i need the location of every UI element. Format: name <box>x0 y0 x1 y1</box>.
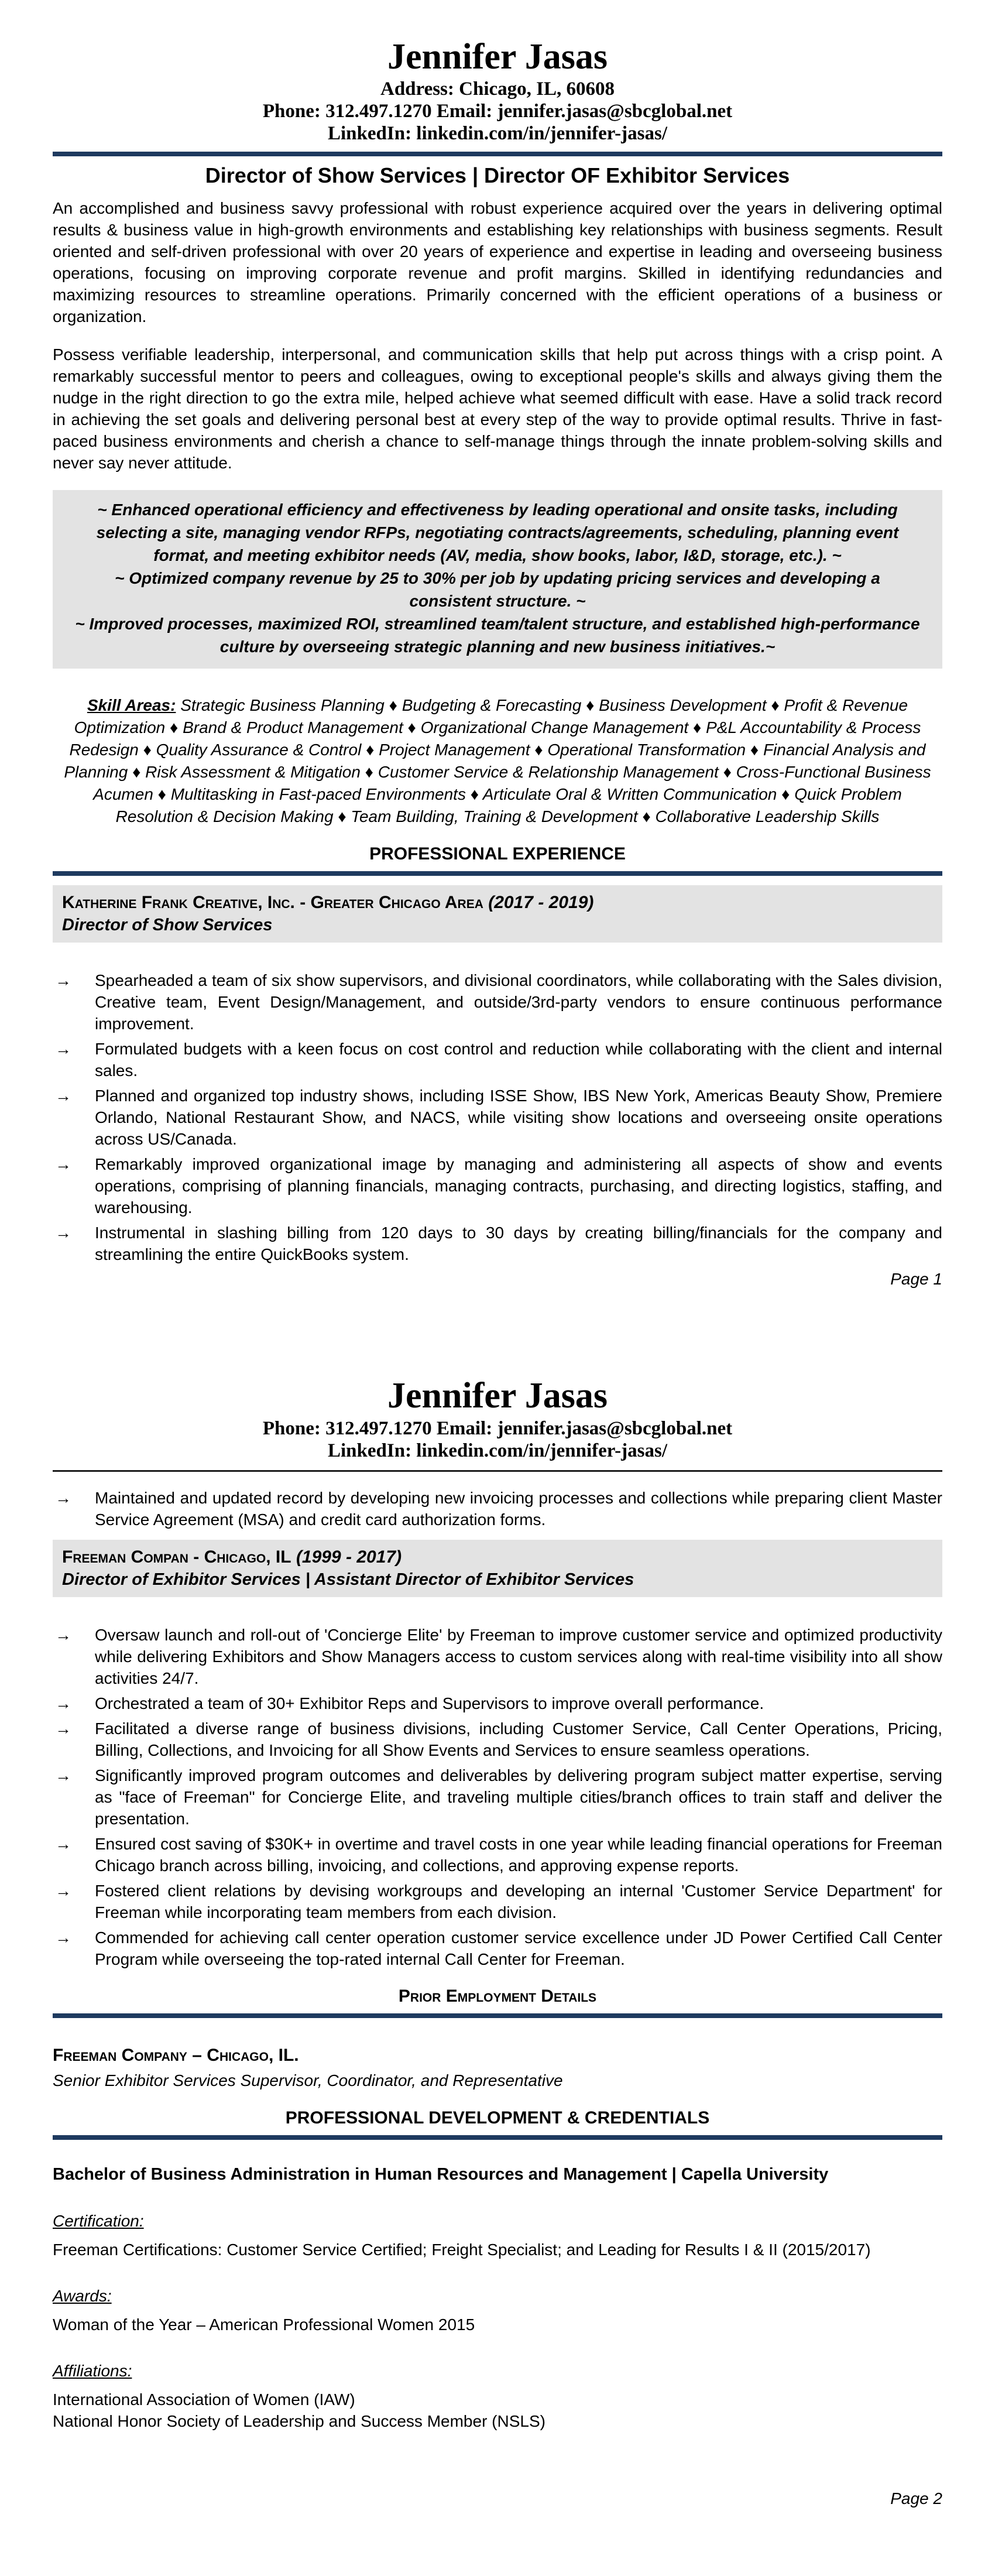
list-item <box>53 1085 942 1150</box>
skill-areas-label: Skill Areas: <box>87 696 176 715</box>
contact-phone-email: Phone: 312.497.1270 Email: jennifer.jasas@sbcglobal.net <box>262 1417 733 1439</box>
list-item <box>53 1880 942 1923</box>
company-dates: (1999 - 2017) <box>296 1547 402 1567</box>
job-header-katherine-frank <box>53 885 942 943</box>
degree: Bachelor of Business Administration in Human Resources and Management | Capella University <box>53 2164 829 2184</box>
skill-areas <box>53 694 942 828</box>
summary-paragraph: An accomplished and business savvy professional with robust experience acquired over the years in delivering optimal results & business value in high-growth environments and establishing key relationships with business segments. Result oriented and self-driven professional with over 20 years of experience and expertise in leading and overseeing business operations, focusing on improving corporate revenue and profit margins. Skilled in identifying redundancies and maximizing resources to streamline operations. Primarily concerned with the efficient operations of a business or organization. <box>53 199 942 326</box>
contact-phone-email: Phone: 312.497.1270 Email: jennifer.jasas@sbcglobal.net <box>262 101 733 122</box>
page-number: Page 2 <box>890 2489 942 2508</box>
list-item <box>53 1765 942 1830</box>
prior-role: Senior Exhibitor Services Supervisor, Coordinator, and Representative <box>53 2071 563 2089</box>
section-heading-development: PROFESSIONAL DEVELOPMENT & CREDENTIALS <box>285 2108 710 2128</box>
company-line <box>62 892 933 913</box>
arrow-bullet-icon: → <box>55 1834 71 1853</box>
bullet-text: Significantly improved program outcomes and deliverables by delivering program subject matter expertise, serving as "face of Freeman" for Concierge Elite, and traveling multiple cities/branch offices to train staff and deliver the presentation. <box>95 1766 942 1828</box>
list-item <box>53 1718 942 1761</box>
page-number: Page 1 <box>890 1270 942 1289</box>
header-divider-thin <box>53 1470 942 1472</box>
bullet-text: Instrumental in slashing billing from 120 days to 30 days by creating billing/financials for the company and streamlining the entire QuickBooks system. <box>95 1224 942 1264</box>
arrow-bullet-icon: → <box>55 1694 71 1712</box>
arrow-bullet-icon: → <box>55 1040 71 1059</box>
company-dates: (2017 - 2019) <box>488 893 594 913</box>
contact-address: Address: Chicago, IL, 60608 <box>380 78 615 100</box>
section-heading-prior-employment: Prior Employment Details <box>398 1986 597 2006</box>
section-divider <box>53 871 942 876</box>
resume-headline: Director of Show Services | Director OF Exhibitor Services <box>205 163 790 188</box>
highlight-statement: ~ Improved processes, maximized ROI, streamlined team/talent structure, and established high-performance culture by overseeing strategic planning and new business initiatives.~ <box>75 615 920 656</box>
list-item <box>53 1693 942 1714</box>
arrow-bullet-icon: → <box>55 1155 71 1174</box>
list-item <box>53 970 942 1034</box>
page-title: Jennifer Jasas <box>387 1376 608 1416</box>
page-1 <box>53 0 942 1289</box>
awards-text: Woman of the Year – American Professional Women 2015 <box>53 2315 475 2334</box>
bullet-text: Formulated budgets with a keen focus on cost control and reduction while collaborating with the client and internal sales. <box>95 1040 942 1080</box>
list-item <box>53 1927 942 1970</box>
bullet-text: Spearheaded a team of six show supervisors, and divisional coordinators, while collaborating with the Sales division, Creative team, Event Design/Management, and outside/3rd-party vendors to ensure continuous performance improvement. <box>95 971 942 1033</box>
summary-paragraph: Possess verifiable leadership, interpersonal, and communication skills that help put across things with a crisp point. A remarkably successful mentor to peers and colleagues, owing to exceptional people's skills and always giving them the nudge in the right direction to go the extra mile, helped achieve what seemed difficult with ease. Have a solid track record in achieving the set goals and delivering personal best at every step of the way to provide optimal results. Thrive in fast-paced business environments and cherish a chance to self-manage things through the innate problem-solving skills and never say never attitude. <box>53 345 942 472</box>
bullet-text: Orchestrated a team of 30+ Exhibitor Reps and Supervisors to improve overall performance. <box>95 1694 764 1712</box>
highlight-statement: ~ Enhanced operational efficiency and effectiveness by leading operational and onsite tasks, including selecting a site, managing vendor RFPs, negotiating contracts/agreements, scheduling, planning event format, and meeting exhibitor needs (AV, media, show books, labor, I&D, storage, etc.). ~ <box>96 501 899 565</box>
bullet-text: Maintained and updated record by developing new invoicing processes and collections while preparing client Master Service Agreement (MSA) and credit card authorization forms. <box>95 1488 942 1529</box>
bullet-text: Fostered client relations by devising workgroups and developing an internal 'Customer Service Department' for Freeman while incorporating team members from each division. <box>95 1881 942 1921</box>
arrow-bullet-icon: → <box>55 1719 71 1738</box>
list-item <box>53 1222 942 1265</box>
bullet-text: Commended for achieving call center operation customer service excellence under JD Power Certified Call Center Program while overseeing the top-rated internal Call Center for Freeman. <box>95 1928 942 1968</box>
certification-text: Freeman Certifications: Customer Service Certified; Freight Specialist; and Leading for Results I & II (2015/2017) <box>53 2240 871 2259</box>
bullet-text: Oversaw launch and roll-out of 'Concierge Elite' by Freeman to improve customer service and optimized productivity while delivering Exhibitors and Show Managers access to custom services along with real-time visibility into all show activities 24/7. <box>95 1625 942 1687</box>
list-item <box>53 1153 942 1218</box>
certification-label: Certification: <box>53 2211 144 2230</box>
job1-bullet-list <box>53 970 942 1265</box>
bullet-text: Remarkably improved organizational image by managing and administering all aspects of show and events operations, comprising of planning financials, managing contracts, purchasing, and directing logistics, staffing, and warehousing. <box>95 1155 942 1217</box>
bullet-text: Ensured cost saving of $30K+ in overtime and travel costs in one year while leading financial operations for Freeman Chicago branch across billing, invoicing, and collections, and approving expense reports. <box>95 1834 942 1875</box>
highlights-box <box>53 490 942 669</box>
arrow-bullet-icon: → <box>55 1928 71 1947</box>
list-item <box>53 1624 942 1689</box>
awards-label: Awards: <box>53 2286 112 2305</box>
header-divider <box>53 152 942 156</box>
arrow-bullet-icon: → <box>55 1488 71 1507</box>
arrow-bullet-icon: → <box>55 1625 71 1644</box>
arrow-bullet-icon: → <box>55 1224 71 1242</box>
carryover-bullet-list <box>53 1487 942 1530</box>
bullet-text: Planned and organized top industry shows, including ISSE Show, IBS New York, Americas Beauty Show, Premiere Orlando, National Restaurant Show, and NACS, while visiting show locations and overseeing onsite operations across US/Canada. <box>95 1087 942 1149</box>
list-item <box>53 1833 942 1876</box>
section-divider <box>53 2013 942 2018</box>
prior-company: Freeman Company – Chicago, IL. <box>53 2045 299 2065</box>
job-role: Director of Exhibitor Services | Assistant Director of Exhibitor Services <box>62 1570 634 1589</box>
affiliation-item: International Association of Women (IAW) <box>53 2390 355 2409</box>
arrow-bullet-icon: → <box>55 971 71 990</box>
list-item <box>53 1487 942 1530</box>
affiliation-item: National Honor Society of Leadership and Success Member (NSLS) <box>53 2411 545 2430</box>
page-title: Jennifer Jasas <box>387 37 608 77</box>
skill-areas-list: Strategic Business Planning ♦ Budgeting & Forecasting ♦ Business Development ♦ Profit & Revenue Optimization ♦ Brand & Product Management ♦ Organizational Change Management ♦ P&L Accountability & Process Redesign ♦ Quality Assurance & Control ♦ Project Management ♦ Operational Transformation ♦ Financial Analysis and Planning ♦ Risk Assessment & Mitigation ♦ Customer Service & Relationship Management ♦ Cross-Functional Business Acumen ♦ Multitasking in Fast-paced Environments ♦ Articulate Oral & Written Communication ♦ Quick Problem Resolution & Decision Making ♦ Team Building, Training & Development ♦ Collaborative Leadership Skills <box>64 696 931 826</box>
list-item <box>53 1038 942 1081</box>
arrow-bullet-icon: → <box>55 1766 71 1784</box>
highlight-statement: ~ Optimized company revenue by 25 to 30% per job by updating pricing services and developing a consistent structure. ~ <box>115 569 880 611</box>
bullet-text: Facilitated a diverse range of business divisions, including Customer Service, Call Center Operations, Pricing, Billing, Collections, and Invoicing for all Show Events and Services to ensure seamless operations. <box>95 1719 942 1759</box>
job-role: Director of Show Services <box>62 916 273 935</box>
section-divider <box>53 2135 942 2140</box>
job2-bullet-list <box>53 1624 942 1970</box>
contact-linkedin: LinkedIn: linkedin.com/in/jennifer-jasas/ <box>327 1440 668 1461</box>
company-name: Katherine Frank Creative, Inc. - Greater Chicago Area <box>62 893 483 913</box>
company-line <box>62 1547 933 1568</box>
job-header-freeman <box>53 1540 942 1597</box>
arrow-bullet-icon: → <box>55 1881 71 1900</box>
section-heading-experience: PROFESSIONAL EXPERIENCE <box>369 844 626 864</box>
company-name: Freeman Compan - Chicago, IL <box>62 1547 291 1567</box>
contact-linkedin: LinkedIn: linkedin.com/in/jennifer-jasas/ <box>327 123 668 145</box>
affiliations-label: Affiliations: <box>53 2361 132 2380</box>
arrow-bullet-icon: → <box>55 1087 71 1105</box>
page-2 <box>53 1289 942 2431</box>
